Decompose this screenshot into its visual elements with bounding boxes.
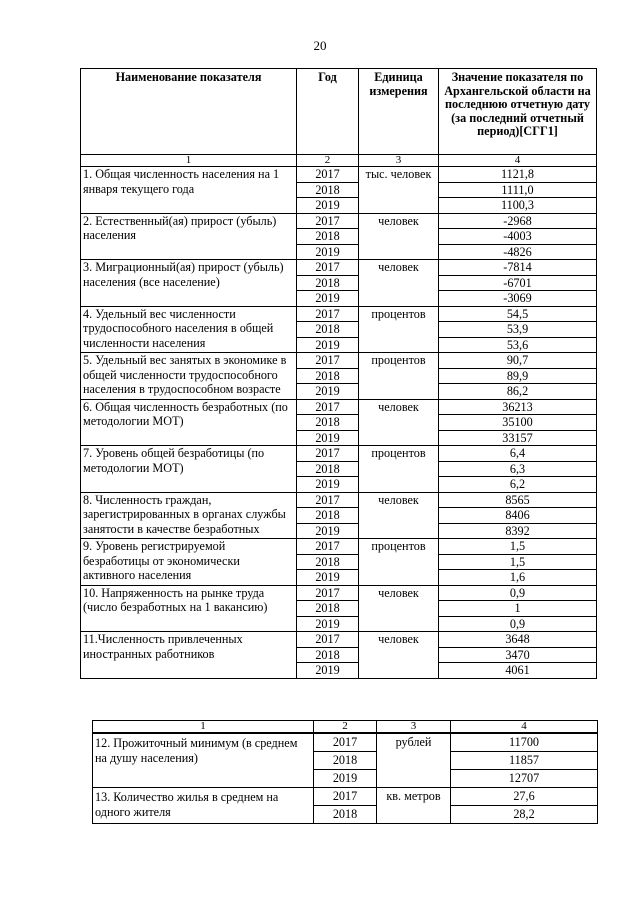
year-cell: 2018 bbox=[297, 601, 359, 617]
year-cell: 2018 bbox=[314, 806, 377, 824]
year-cell: 2019 bbox=[297, 477, 359, 493]
year-cell: 2019 bbox=[297, 337, 359, 353]
table-row bbox=[81, 399, 597, 415]
value-cell: -7814 bbox=[439, 260, 597, 276]
value-cell: 1100,3 bbox=[439, 198, 597, 214]
column-number: 4 bbox=[451, 721, 598, 734]
value-cell: 1121,8 bbox=[439, 167, 597, 183]
unit-cell: процентов bbox=[359, 353, 439, 400]
year-cell: 2019 bbox=[297, 616, 359, 632]
indicator-name: 13. Количество жилья в среднем на одного жителя bbox=[93, 788, 314, 824]
year-cell: 2018 bbox=[297, 647, 359, 663]
indicator-name: 11.Численность привлеченных иностранных работников bbox=[81, 632, 297, 679]
table-row bbox=[81, 213, 597, 229]
value-cell: 28,2 bbox=[451, 806, 598, 824]
value-cell: 1111,0 bbox=[439, 182, 597, 198]
year-cell: 2018 bbox=[297, 182, 359, 198]
column-number-row bbox=[93, 721, 598, 734]
indicator-name: 9. Уровень регистрируемой безработицы от экономически активного населения bbox=[81, 539, 297, 586]
year-cell: 2017 bbox=[297, 260, 359, 276]
year-cell: 2019 bbox=[297, 523, 359, 539]
year-cell: 2017 bbox=[314, 733, 377, 752]
column-number: 3 bbox=[377, 721, 451, 734]
column-number: 3 bbox=[359, 155, 439, 167]
year-cell: 2017 bbox=[297, 353, 359, 369]
unit-cell: процентов bbox=[359, 539, 439, 586]
value-cell: 1 bbox=[439, 601, 597, 617]
table-row bbox=[81, 353, 597, 369]
table-row bbox=[81, 306, 597, 322]
year-cell: 2017 bbox=[297, 213, 359, 229]
column-number-row bbox=[81, 155, 597, 167]
unit-cell: процентов bbox=[359, 306, 439, 353]
indicator-name: 10. Напряженность на рынке труда (число безработных на 1 вакансию) bbox=[81, 585, 297, 632]
year-cell: 2017 bbox=[297, 399, 359, 415]
unit-cell: человек bbox=[359, 260, 439, 307]
column-number: 1 bbox=[93, 721, 314, 734]
year-cell: 2017 bbox=[297, 446, 359, 462]
year-cell: 2017 bbox=[297, 167, 359, 183]
indicator-name: 2. Естественный(ая) прирост (убыль) населения bbox=[81, 213, 297, 260]
year-cell: 2019 bbox=[297, 430, 359, 446]
year-cell: 2019 bbox=[297, 198, 359, 214]
value-cell: 89,9 bbox=[439, 368, 597, 384]
unit-cell: человек bbox=[359, 213, 439, 260]
year-cell: 2017 bbox=[297, 585, 359, 601]
year-cell: 2018 bbox=[297, 415, 359, 431]
year-cell: 2018 bbox=[297, 554, 359, 570]
unit-cell: процентов bbox=[359, 446, 439, 493]
year-cell: 2017 bbox=[297, 492, 359, 508]
unit-cell: тыс. человек bbox=[359, 167, 439, 214]
value-cell: 53,6 bbox=[439, 337, 597, 353]
unit-cell: кв. метров bbox=[377, 788, 451, 824]
value-cell: 1,5 bbox=[439, 554, 597, 570]
value-cell: 86,2 bbox=[439, 384, 597, 400]
value-cell: 11700 bbox=[451, 733, 598, 752]
table-row bbox=[81, 167, 597, 183]
indicator-name: 1. Общая численность населения на 1 января текущего года bbox=[81, 167, 297, 214]
value-cell: 0,9 bbox=[439, 616, 597, 632]
value-cell: 6,3 bbox=[439, 461, 597, 477]
unit-cell: человек bbox=[359, 399, 439, 446]
value-cell: -6701 bbox=[439, 275, 597, 291]
column-number: 2 bbox=[297, 155, 359, 167]
value-cell: 12707 bbox=[451, 770, 598, 788]
value-cell: 1,5 bbox=[439, 539, 597, 555]
year-cell: 2017 bbox=[297, 306, 359, 322]
header-unit: Единица измерения bbox=[359, 69, 439, 155]
value-cell: -2968 bbox=[439, 213, 597, 229]
year-cell: 2018 bbox=[297, 275, 359, 291]
indicator-name: 7. Уровень общей безработицы (по методологии МОТ) bbox=[81, 446, 297, 493]
indicator-name: 6. Общая численность безработных (по методологии МОТ) bbox=[81, 399, 297, 446]
year-cell: 2017 bbox=[297, 632, 359, 648]
table-row bbox=[93, 733, 598, 752]
year-cell: 2018 bbox=[297, 461, 359, 477]
value-cell: 90,7 bbox=[439, 353, 597, 369]
value-cell: -4826 bbox=[439, 244, 597, 260]
value-cell: 3470 bbox=[439, 647, 597, 663]
value-cell: 0,9 bbox=[439, 585, 597, 601]
column-number: 4 bbox=[439, 155, 597, 167]
unit-cell: человек bbox=[359, 585, 439, 632]
value-cell: 3648 bbox=[439, 632, 597, 648]
value-cell: 8406 bbox=[439, 508, 597, 524]
year-cell: 2017 bbox=[314, 788, 377, 806]
header-value: Значение показателя по Архангельской области на последнюю отчетную дату (за последний отчетный период)[СГГ1] bbox=[439, 69, 597, 155]
table-row bbox=[81, 260, 597, 276]
year-cell: 2019 bbox=[297, 244, 359, 260]
table-row bbox=[81, 585, 597, 601]
value-cell: 8392 bbox=[439, 523, 597, 539]
value-cell: 35100 bbox=[439, 415, 597, 431]
indicator-name: 4. Удельный вес численности трудоспособного населения в общей численности населения bbox=[81, 306, 297, 353]
value-cell: 54,5 bbox=[439, 306, 597, 322]
table-row bbox=[81, 539, 597, 555]
value-cell: 36213 bbox=[439, 399, 597, 415]
header-year: Год bbox=[297, 69, 359, 155]
unit-cell: рублей bbox=[377, 733, 451, 788]
value-cell: -3069 bbox=[439, 291, 597, 307]
indicator-name: 5. Удельный вес занятых в экономике в общей численности трудоспособного населения в трудоспособном возрасте bbox=[81, 353, 297, 400]
indicators-table bbox=[80, 68, 597, 679]
column-number: 1 bbox=[81, 155, 297, 167]
year-cell: 2019 bbox=[297, 384, 359, 400]
table-row bbox=[81, 492, 597, 508]
year-cell: 2019 bbox=[314, 770, 377, 788]
year-cell: 2018 bbox=[297, 322, 359, 338]
year-cell: 2018 bbox=[297, 508, 359, 524]
year-cell: 2018 bbox=[297, 368, 359, 384]
value-cell: 6,4 bbox=[439, 446, 597, 462]
value-cell: 1,6 bbox=[439, 570, 597, 586]
unit-cell: человек bbox=[359, 492, 439, 539]
indicator-name: 12. Прожиточный минимум (в среднем на душу населения) bbox=[93, 733, 314, 788]
indicator-name: 3. Миграционный(ая) прирост (убыль) населения (все население) bbox=[81, 260, 297, 307]
year-cell: 2018 bbox=[314, 752, 377, 770]
year-cell: 2017 bbox=[297, 539, 359, 555]
table-row bbox=[93, 788, 598, 806]
year-cell: 2018 bbox=[297, 229, 359, 245]
value-cell: 6,2 bbox=[439, 477, 597, 493]
value-cell: 53,9 bbox=[439, 322, 597, 338]
table-row bbox=[81, 632, 597, 648]
year-cell: 2019 bbox=[297, 291, 359, 307]
value-cell: -4003 bbox=[439, 229, 597, 245]
header-indicator: Наименование показателя bbox=[81, 69, 297, 155]
table-row bbox=[81, 446, 597, 462]
value-cell: 4061 bbox=[439, 663, 597, 679]
year-cell: 2019 bbox=[297, 570, 359, 586]
value-cell: 33157 bbox=[439, 430, 597, 446]
value-cell: 27,6 bbox=[451, 788, 598, 806]
unit-cell: человек bbox=[359, 632, 439, 679]
indicator-name: 8. Численность граждан, зарегистрированных в органах службы занятости в качестве безработных bbox=[81, 492, 297, 539]
value-cell: 8565 bbox=[439, 492, 597, 508]
page-number: 20 bbox=[313, 38, 327, 53]
indicators-table-continued bbox=[92, 720, 598, 824]
header-row bbox=[81, 69, 597, 155]
year-cell: 2019 bbox=[297, 663, 359, 679]
column-number: 2 bbox=[314, 721, 377, 734]
value-cell: 11857 bbox=[451, 752, 598, 770]
